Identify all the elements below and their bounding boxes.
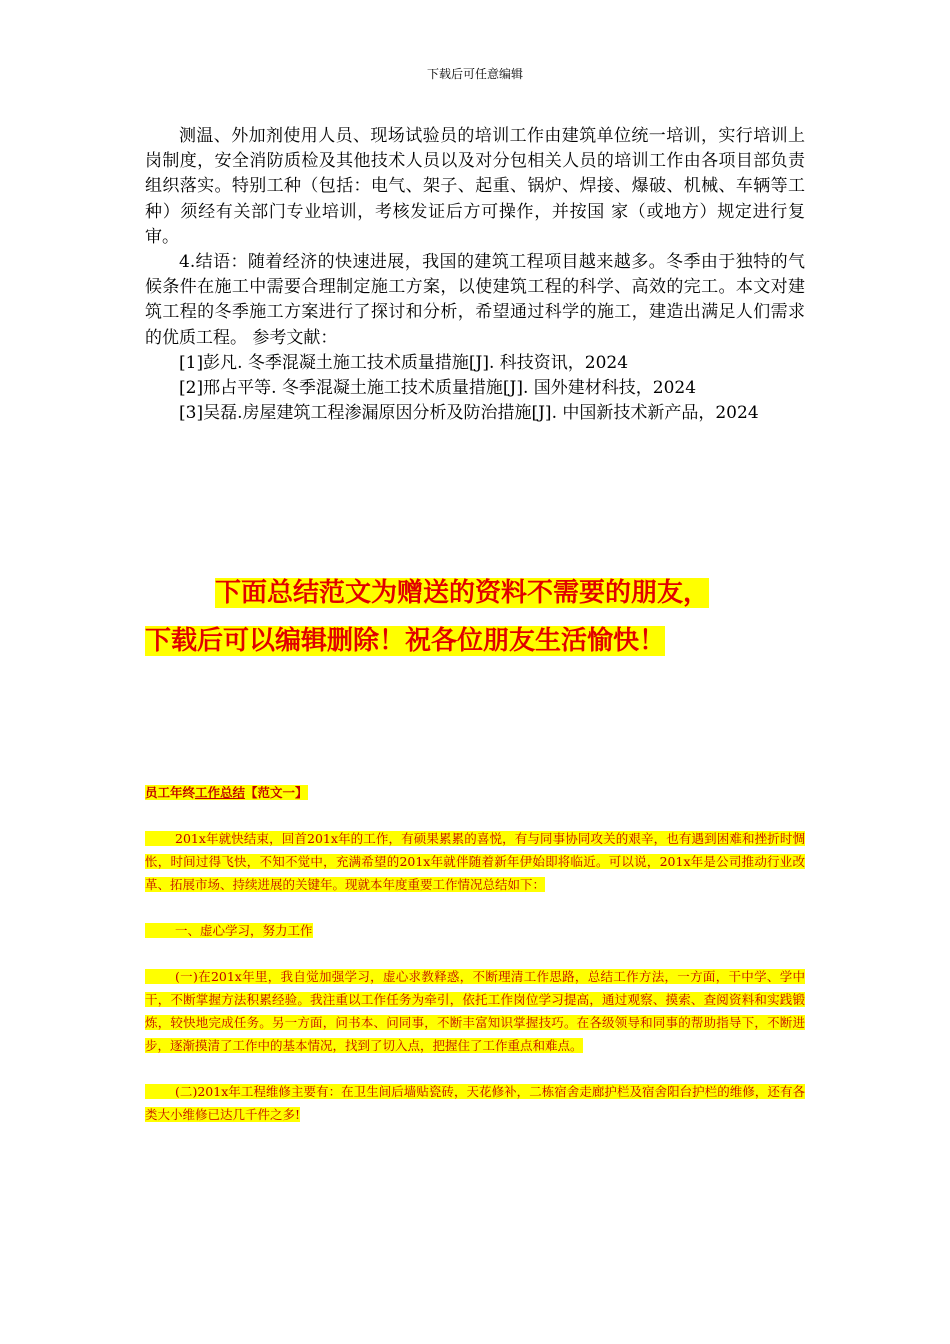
paragraph-conclusion: 4.结语：随着经济的快速进展，我国的建筑工程项目越来越多。冬季由于独特的气候条件在施工中需要合理制定施工方案，以使建筑工程的科学、高效的完工。本文对建筑工程的冬季施工方案进行了探讨和分析，希望通过科学的施工，建造出满足人们需求的优质工程。 参考文献： xyxy=(145,252,805,348)
sample-heading-1: 一、虚心学习，努力工作 xyxy=(145,919,805,942)
reference-1: [1]彭凡. 冬季混凝土施工技术质量措施[J]. 科技资讯，2024 xyxy=(179,352,629,373)
reference-3: [3]吴磊.房屋建筑工程渗漏原因分析及防治措施[J]. 中国新技术新产品，2024 xyxy=(179,403,759,424)
banner-line-2: 下载后可以编辑删除！祝各位朋友生活愉快！ xyxy=(145,626,666,656)
sample-title xyxy=(145,781,805,804)
banner-line-1: 下面总结范文为赠送的资料不需要的朋友， xyxy=(215,578,710,608)
sample-paragraph-3: (二)201x年工程维修主要有：在卫生间后墙贴瓷砖，天花修补，二栋宿舍走廊护栏及宿舍阳台护栏的维修，还有各类大小维修已达几千件之多! xyxy=(145,1084,805,1122)
sample-title-suffix: 【范文一】 xyxy=(245,785,308,800)
sample-paragraph-2: (一)在201x年里，我自觉加强学习，虚心求教释惑，不断理清工作思路，总结工作方法，一方面，干中学、学中干，不断掌握方法积累经验。我注重以工作任务为牵引，依托工作岗位学习提高，通过观察、摸索、查阅资料和实践锻炼，较快地完成任务。另一方面，问书本、问同事，不断丰富知识掌握技巧。在各级领导和同事的帮助指导下，不断进步，逐渐摸清了工作中的基本情况，找到了切入点，把握住了工作重点和难点。 xyxy=(145,969,805,1053)
page-header: 下载后可任意编辑 xyxy=(426,67,523,81)
paragraph-training: 测温、外加剂使用人员、现场试验员的培训工作由建筑单位统一培训，实行培训上岗制度，安全消防质检及其他技术人员以及对分包相关人员的培训工作由各项目部负责组织落实。特别工种（包括：电气、架子、起重、锅炉、焊接、爆破、机械、车辆等工种）须经有关部门专业培训，考核发证后方可操作，并按国 家（或地方）规定进行复审。 xyxy=(145,126,805,247)
gift-banner xyxy=(145,571,805,663)
reference-2: [2]邢占平等. 冬季混凝土施工技术质量措施[J]. 国外建材科技，2024 xyxy=(179,378,697,399)
sample-title-link[interactable]: 工作总结 xyxy=(195,785,246,800)
sample-paragraph-1: 201x年就快结束，回首201x年的工作，有硕果累累的喜悦，有与同事协同攻关的艰辛，也有遇到困难和挫折时惆怅，时间过得飞快，不知不觉中，充满希望的201x年就伴随着新年伊始即将临近。可以说，201x年是公司推动行业改革、拓展市场、持续进展的关键年。现就本年度重要工作情况总结如下： xyxy=(145,831,805,892)
sample-essay xyxy=(145,781,805,1126)
sample-title-prefix: 员工年终 xyxy=(145,785,196,800)
body-text xyxy=(145,124,805,426)
